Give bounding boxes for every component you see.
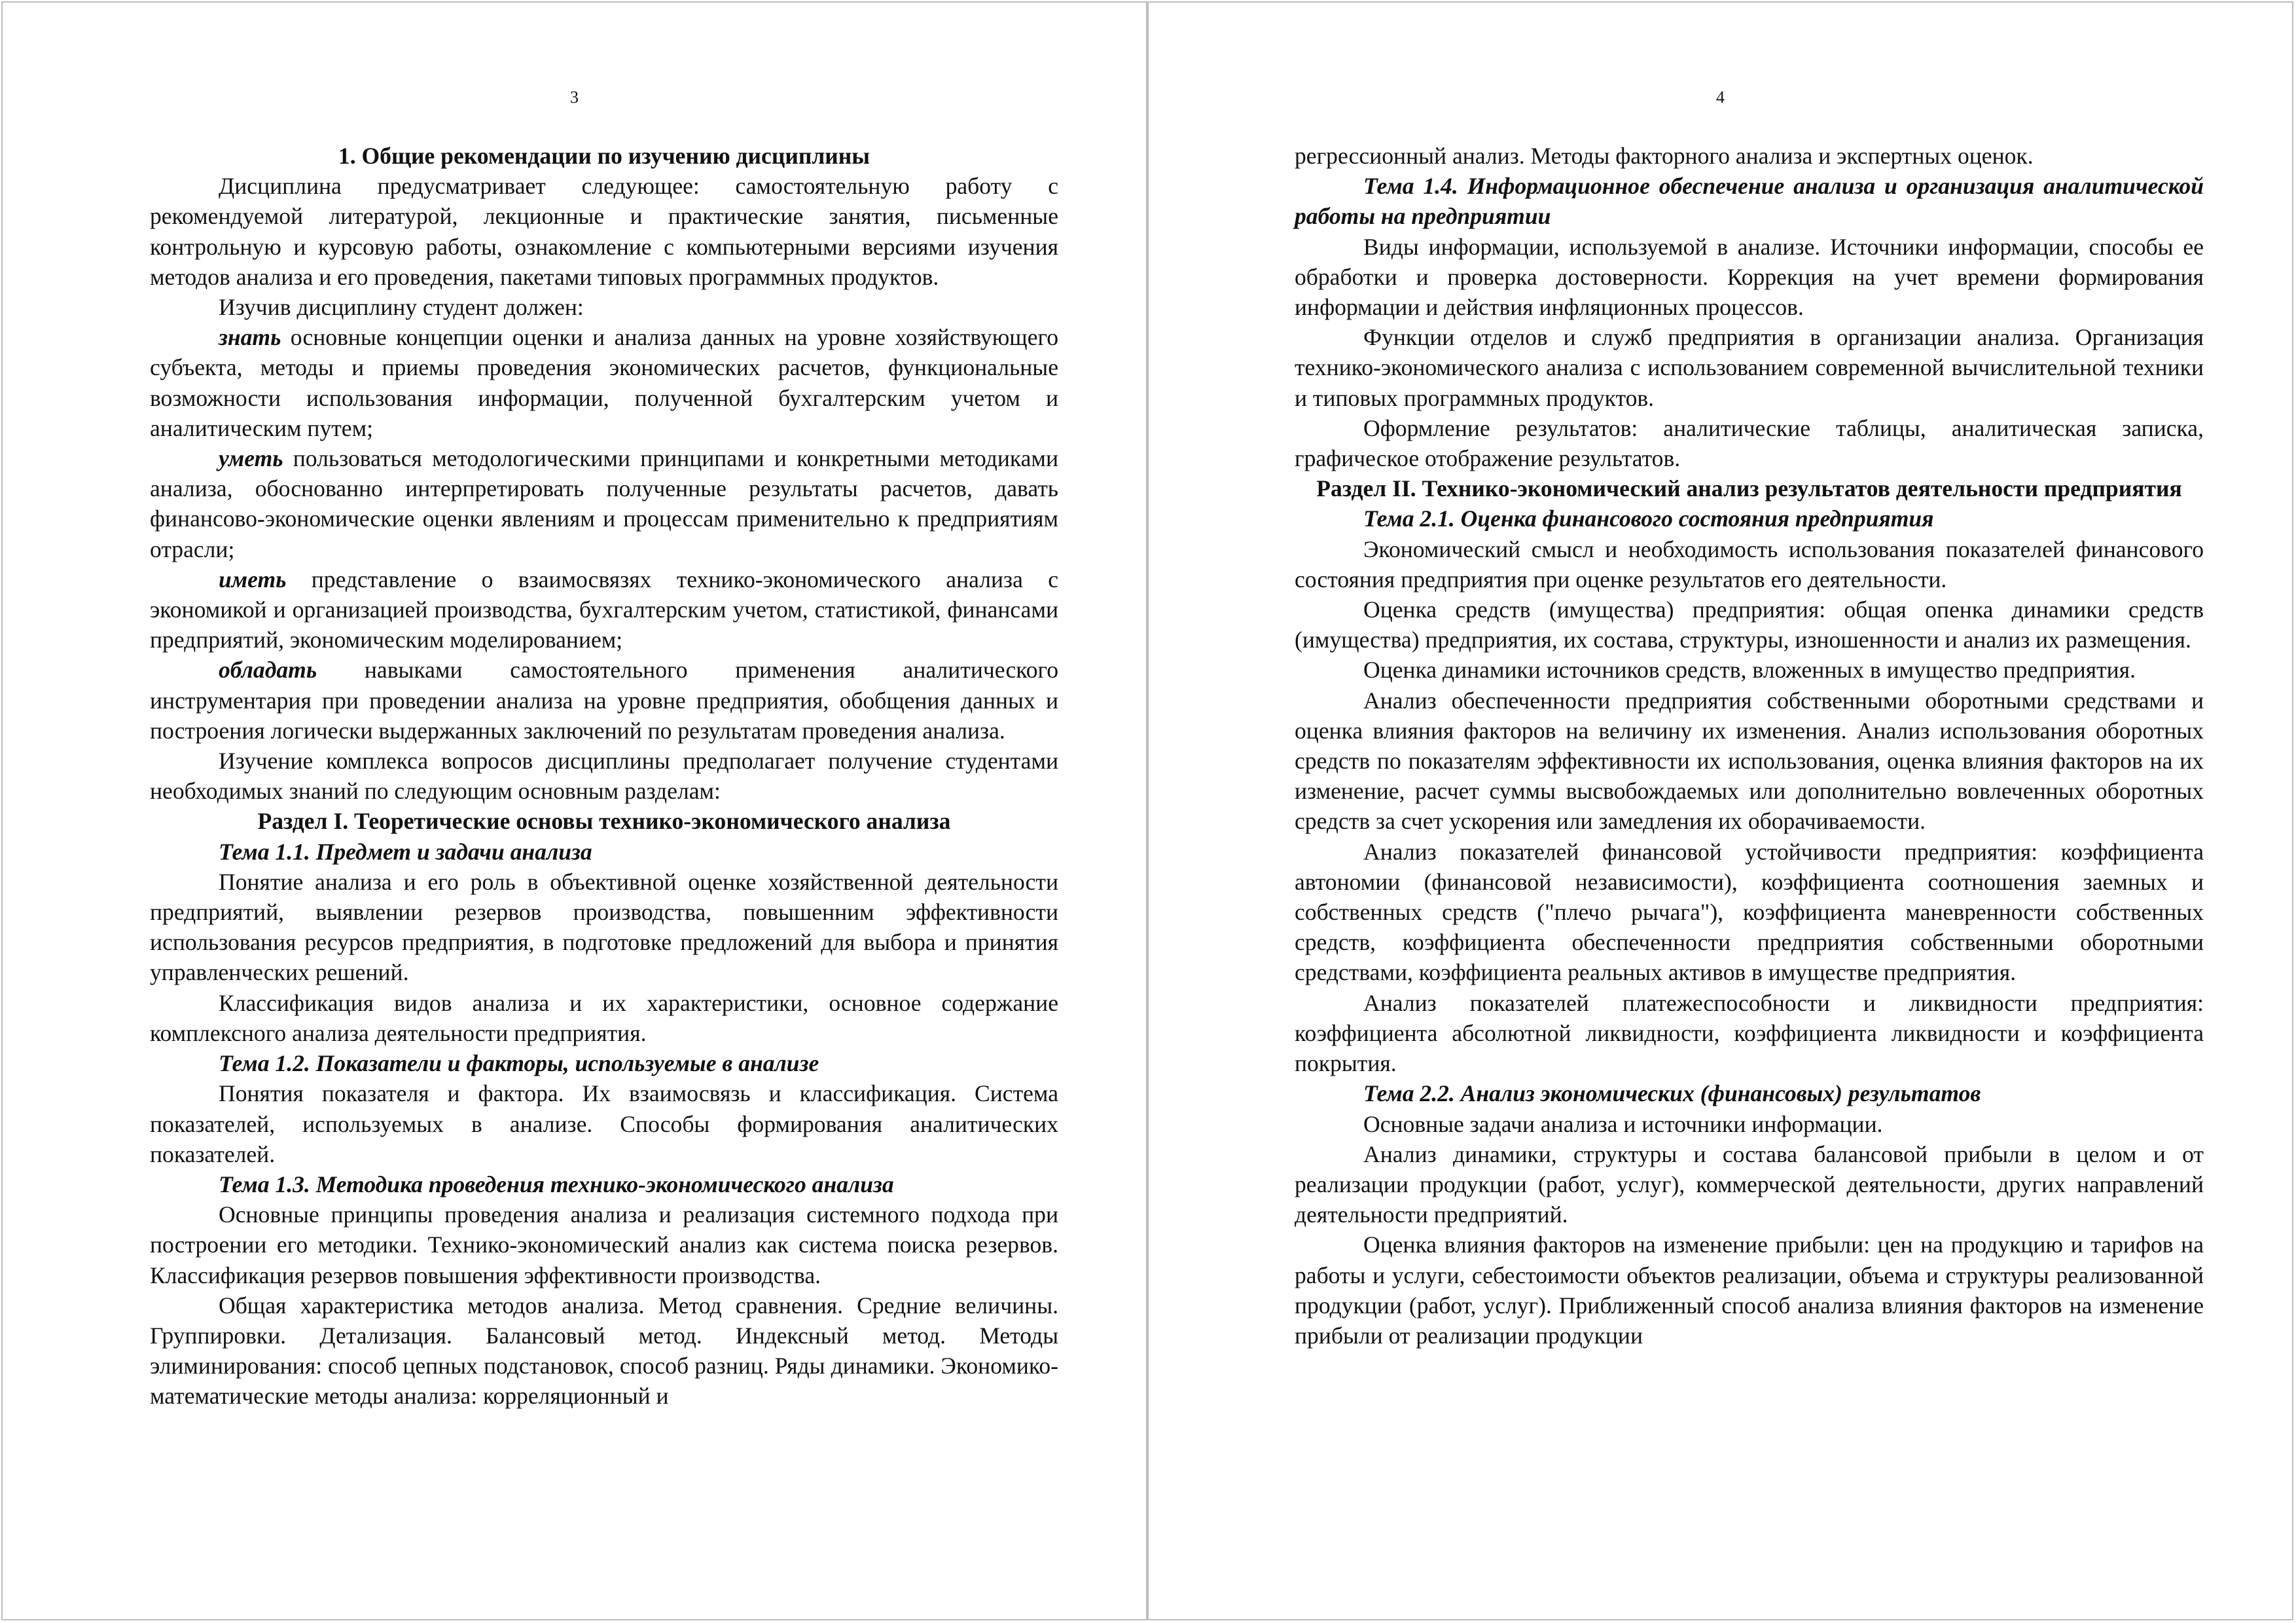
paragraph: Основные задачи анализа и источники информации. — [1363, 1110, 1883, 1137]
page-content — [150, 141, 1058, 1412]
paragraph: Понятия показателя и фактора. Их взаимосвязь и классификация. Система показателей, используемых в анализе. Способы формирования аналитических показателей. — [150, 1080, 1058, 1167]
paragraph: Виды информации, используемой в анализе. Источники информации, способы ее обработки и проверка достоверности. Коррекция на учет времени формирования информации и действия инфляционных процессов. — [1295, 233, 2204, 321]
paragraph: Изучение комплекса вопросов дисциплины предполагает получение студентами необходимых знаний по следующим основным разделам: — [150, 748, 1058, 805]
paragraph: Оценка динамики источников средств, вложенных в имущество предприятия. — [1363, 657, 2136, 684]
requirement-ability — [150, 655, 1058, 746]
paragraph: Основные принципы проведения анализа и реализация системного подхода при построении его методики. Технико-экономический анализ как система поиска резервов. Классификация резервов повышения эффективности производства. — [150, 1201, 1058, 1288]
section-heading: Раздел II. Технико-экономический анализ результатов деятельности предприятия — [1316, 475, 2182, 502]
paragraph: Функции отделов и служб предприятия в организации анализа. Организация технико-экономического анализа с использованием современной вычислительной техники и типовых программных продуктов. — [1295, 324, 2204, 411]
paragraph: Классификация видов анализа и их характеристики, основное содержание комплексного анализа деятельности предприятия. — [150, 989, 1058, 1046]
left-page — [1, 1, 1147, 1620]
page-number: 4 — [1716, 88, 1725, 107]
topic-heading: Тема 1.3. Методика проведения технико-экономического анализа — [219, 1171, 894, 1197]
topic-heading: Тема 1.2. Показатели и факторы, используемые в анализе — [219, 1050, 819, 1077]
paragraph: Общая характеристика методов анализа. Метод сравнения. Средние величины. Группировки. Детализация. Балансовый метод. Индексный метод. Методы элиминирования: способ цепных подстановок, способ разниц. Ряды динамики. Экономико-математические методы анализа: корреляционный и — [150, 1292, 1058, 1410]
right-page — [1147, 1, 2293, 1620]
paragraph: Изучив дисциплину студент должен: — [219, 294, 584, 321]
paragraph: Экономический смысл и необходимость использования показателей финансового состояния предприятия при оценке результатов его деятельности. — [1295, 536, 2204, 593]
paragraph: Анализ динамики, структуры и состава балансовой прибыли в целом и от реализации продукции (работ, услуг), коммерческой деятельности, других направлений деятельности предприятий. — [1295, 1140, 2204, 1228]
chapter-heading: 1. Общие рекомендации по изучению дисциплины — [338, 143, 870, 169]
topic-heading: Тема 2.1. Оценка финансового состояния предприятия — [1363, 505, 1934, 532]
topic-heading: Тема 1.1. Предмет и задачи анализа — [219, 838, 592, 865]
paragraph: Анализ обеспеченности предприятия собственными оборотными средствами и оценка влияния факторов на величину их изменения. Анализ использования оборотных средств по показателям эффективности их использования, оценка влияния факторов на их изменение, расчет суммы высвобождаемых или дополнительно вовлеченных оборотных средств за счет ускорения или замедления их оборачиваемости. — [1295, 687, 2204, 835]
page-content — [1295, 141, 2204, 1351]
paragraph: Оценка средств (имущества) предприятия: общая опенка динамики средств (имущества) предприятия, их состава, структуры, изношенности и анализ их размещения. — [1295, 596, 2204, 653]
requirement-idea — [150, 564, 1058, 655]
requirement-lead: иметь — [219, 566, 287, 593]
paragraph: Понятие анализа и его роль в объективной оценке хозяйственной деятельности предприятий, выявлении резервов производства, повышенним эффективности использования ресурсов предприятия, в подготовке предложений для выбора и принятия управленческих решений. — [150, 868, 1058, 986]
requirement-know — [150, 322, 1058, 443]
section-heading: Раздел I. Теоретические основы технико-экономического анализа — [257, 808, 951, 835]
paragraph: Оценка влияния факторов на изменение прибыли: цен на продукцию и тарифов на работы и услуги, себестоимости объектов реализации, объема и структуры реализованной продукции (работ, услуг). Приближенный способ анализа влияния факторов на изменение прибыли от реализации продукции — [1295, 1231, 2204, 1349]
requirement-lead: обладать — [219, 657, 317, 684]
paragraph: Дисциплина предусматривает следующее: самостоятельную работу с рекомендуемой литературой, лекционные и практические занятия, письменные контрольную и курсовую работы, ознакомление с компьютерными версиями изучения методов анализа и его проведения, пакетами типовых программных продуктов. — [150, 173, 1058, 290]
paragraph: Оформление результатов: аналитические таблицы, аналитическая записка, графическое отображение результатов. — [1295, 414, 2204, 472]
requirement-lead: знать — [219, 324, 281, 351]
page-number: 3 — [570, 88, 579, 107]
requirement-text: пользоваться методологическими принципами и конкретными методиками анализа, обоснованно интерпретировать полученные результаты расчетов, давать финансово-экономические оценки явлениям и процессам применительно к предприятиям отрасли; — [150, 445, 1058, 562]
paragraph: Анализ показателей платежеспособности и ликвидности предприятия: коэффициента абсолютной ликвидности, коэффициента ликвидности и коэффициента покрытия. — [1295, 989, 2204, 1077]
requirement-text: навыками самостоятельного применения аналитического инструментария при проведении анализа на уровне предприятия, обобщения данных и построения логически выдержанных заключений по результатам проведения анализа. — [150, 657, 1058, 744]
requirement-text: представление о взаимосвязях технико-экономического анализа с экономикой и организацией производства, бухгалтерским учетом, статистикой, финансами предприятий, экономическим моделированием; — [150, 566, 1058, 653]
requirement-lead: уметь — [219, 445, 283, 472]
paragraph: Анализ показателей финансовой устойчивости предприятия: коэффициента автономии (финансовой независимости), коэффициента соотношения заемных и собственных средств ("плечо рычага"), коэффициента маневренности собственных средств, коэффициента обеспеченности предприятия собственными оборотными средствами, коэффициента реальных активов в имуществе предприятия. — [1295, 838, 2204, 986]
requirement-text: основные концепции оценки и анализа данных на уровне хозяйствующего субъекта, методы и приемы проведения экономических расчетов, функциональные возможности использования информации, полученной бухгалтерским учетом и аналитическим путем; — [150, 324, 1058, 441]
topic-heading: Тема 1.4. Информационное обеспечение анализа и организация аналитической работы на предприятии — [1295, 173, 2204, 230]
requirement-skill — [150, 443, 1058, 564]
paragraph-continuation: регрессионный анализ. Методы факторного анализа и экспертных оценок. — [1295, 143, 2034, 169]
topic-heading: Тема 2.2. Анализ экономических (финансовых) результатов — [1363, 1080, 1981, 1107]
